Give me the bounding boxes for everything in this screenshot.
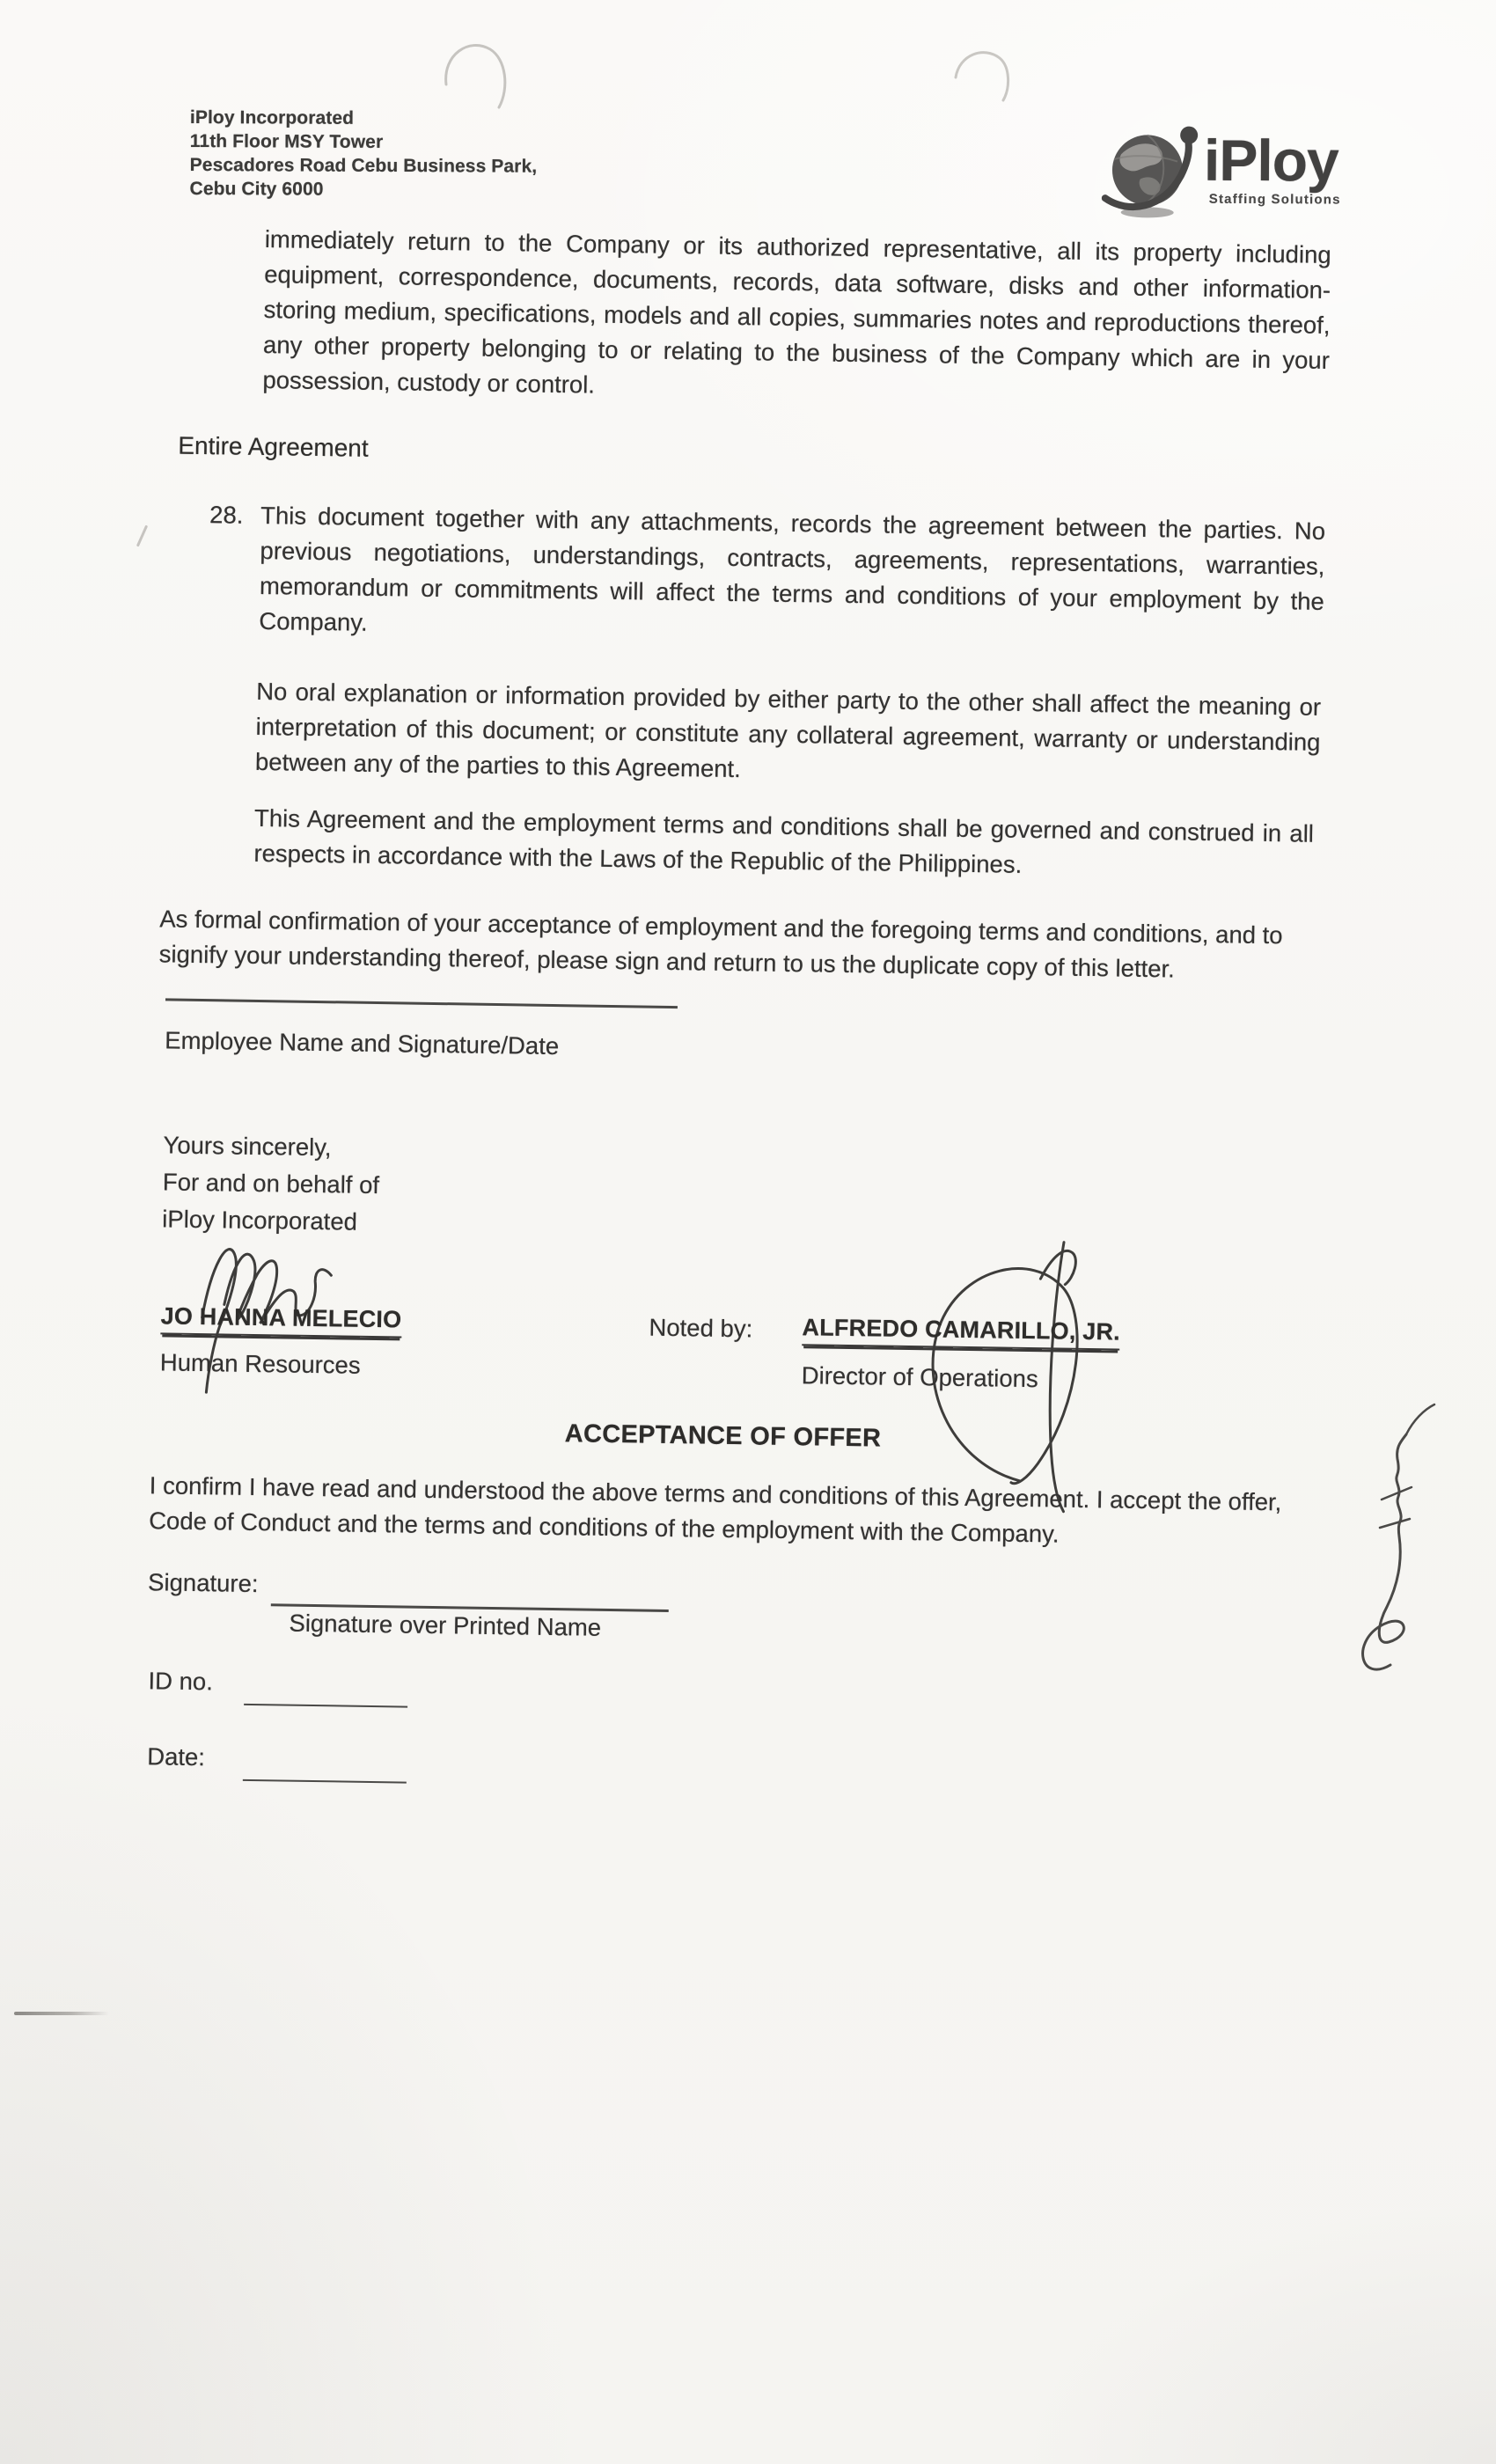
closing-line: Yours sincerely, bbox=[163, 1131, 332, 1162]
section-heading-entire-agreement: Entire Agreement bbox=[178, 431, 369, 462]
date-field-line bbox=[243, 1748, 407, 1784]
company-address-line: Cebu City 6000 bbox=[189, 178, 324, 200]
logo-tagline-text: Staffing Solutions bbox=[1208, 191, 1341, 208]
id-field-label: ID no. bbox=[148, 1667, 214, 1696]
clause-paragraph: This Agreement and the employment terms and conditions shall be governed and construed in all respects in accordance with the Laws of the Republic of the Philippines. bbox=[253, 803, 1315, 878]
id-field-line bbox=[244, 1672, 408, 1708]
signature-caption: Signature over Printed Name bbox=[289, 1609, 602, 1641]
company-name-line: iPloy Incorporated bbox=[189, 106, 355, 128]
hr-signatory-title: Human Resources bbox=[159, 1348, 361, 1379]
ops-signatory-name: ALFREDO CAMARILLO, JR. bbox=[802, 1314, 1120, 1350]
company-address-line: 11th Floor MSY Tower bbox=[189, 130, 384, 152]
employee-signature-line bbox=[165, 998, 678, 1008]
closing-line: iPloy Incorporated bbox=[162, 1205, 358, 1236]
clause-paragraph: This document together with any attachments, records the agreement between the parties. No previous negotiations, understandings, contracts, agreements, representations, warranties, memorandum or commitments will affect the terms and conditions of your employment by the Company. bbox=[259, 501, 1326, 636]
clause-paragraph: No oral explanation or information provided by either party to the other shall affect the meaning or interpretation of this document; or constitute any collateral agreement, warranty or understanding between any of the parties to this Agreement. bbox=[254, 677, 1322, 783]
clause-number: 28. bbox=[209, 501, 244, 529]
margin-signature-handwriting bbox=[1336, 1396, 1477, 1695]
date-field-label: Date: bbox=[147, 1742, 206, 1771]
signature-field-line bbox=[271, 1572, 670, 1612]
logo-brand-text: iPloy bbox=[1203, 127, 1338, 194]
signature-field-label: Signature: bbox=[147, 1568, 259, 1598]
closing-line: For and on behalf of bbox=[162, 1168, 380, 1199]
clause-28 bbox=[208, 497, 1325, 655]
confirmation-paragraph: As formal confirmation of your acceptance of employment and the foregoing terms and conditions, and to signify your understanding thereof, please sign and return to us the duplicate copy of this letter. bbox=[158, 905, 1283, 983]
acceptance-heading: ACCEPTANCE OF OFFER bbox=[564, 1419, 882, 1453]
noted-by-label: Noted by: bbox=[649, 1313, 753, 1343]
hr-signatory-name: JO HANNA MELECIO bbox=[160, 1302, 401, 1338]
employee-signature-label: Employee Name and Signature/Date bbox=[165, 1026, 560, 1060]
acceptance-paragraph: I confirm I have read and understood the above terms and conditions of this Agreement. I accept the offer, Code of Conduct and the terms and conditions of the employment with the Company. bbox=[148, 1471, 1282, 1548]
company-address-line: Pescadores Road Cebu Business Park, bbox=[189, 154, 538, 177]
ops-signatory-title: Director of Operations bbox=[801, 1361, 1038, 1393]
intro-paragraph: immediately return to the Company or its authorized representative, all its property including equipment, correspondence, documents, records, data software, disks and other information-storing medium, specifications, models and all copies, summaries notes and reproductions thereof, any other property belonging to or relating to the business of the Company which are in your possession, custody or control. bbox=[262, 225, 1331, 399]
